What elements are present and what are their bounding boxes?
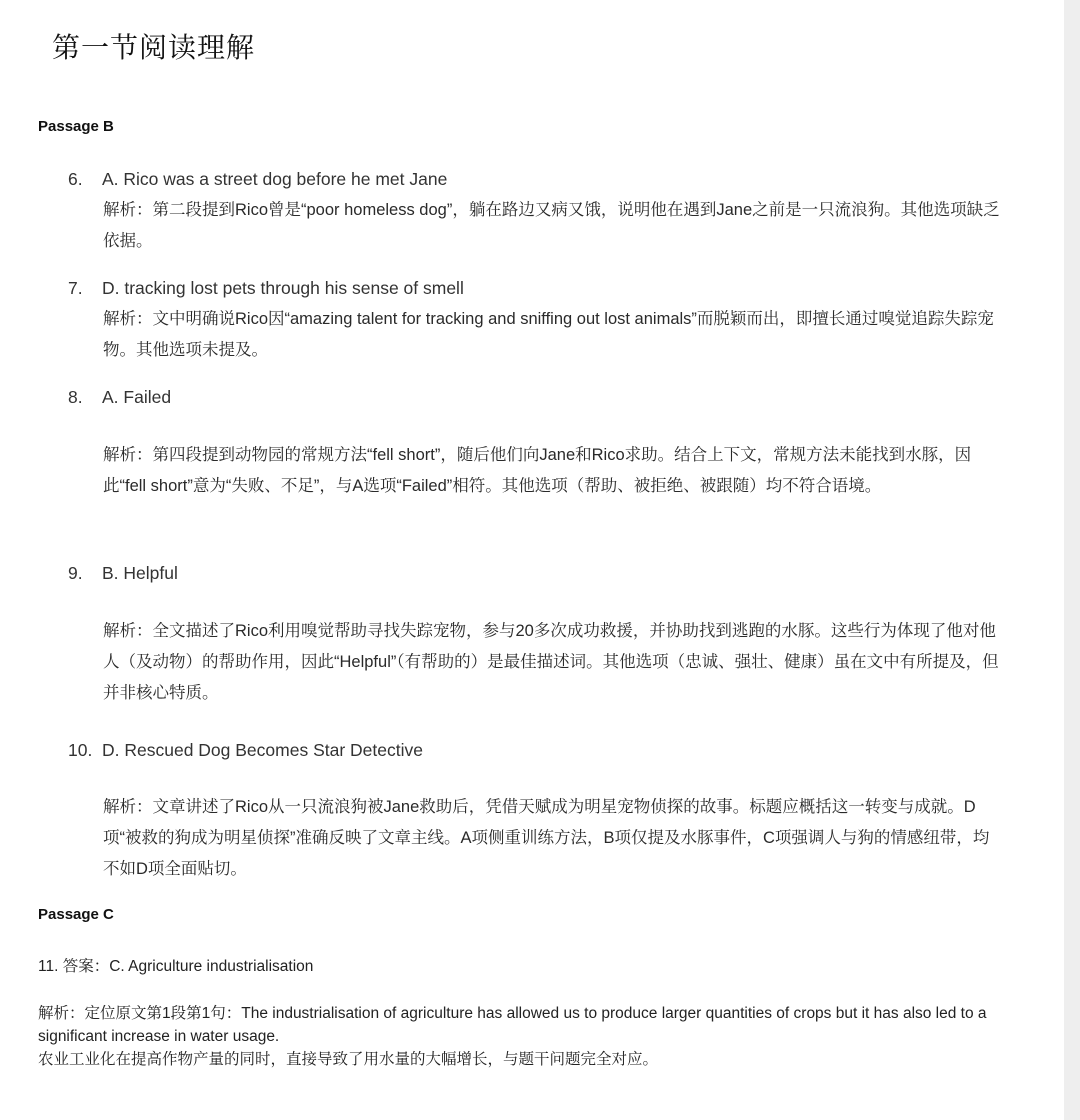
- explanation-9: 解析：全文描述了Rico利用嗅觉帮助寻找失踪宠物，参与20多次成功救援，并协助找到逃跑的水豚。这些行为体现了他对他人（及动物）的帮助作用，因此“Helpful”（有帮助的）是最佳描述词。其他选项（忠诚、强壮、健康）虽在文中有所提及，但并非核心特质。: [103, 622, 999, 702]
- section-title: 第一节阅读理解: [52, 31, 256, 64]
- question-7: [68, 278, 1018, 299]
- answer-text: A. Failed: [102, 387, 172, 407]
- explanation-8: 解析：第四段提到动物园的常规方法“fell short”，随后他们向Jane和Rico求助。结合上下文，常规方法未能找到水豚，因此“fell short”意为“失败、不足”，与A选项“Failed”相符。其他选项（帮助、被拒绝、被跟随）均不符合语境。: [103, 446, 972, 495]
- explanation-11-line1: 解析：定位原文第1段第1句：The industrialisation of agriculture has allowed us to produce larger quantities of crops but it has also led to a significant increase in water usage.: [38, 1005, 987, 1045]
- page-edge-shadow: [1064, 0, 1080, 1120]
- explanation-6: 解析：第二段提到Rico曾是“poor homeless dog”，躺在路边又病又饿，说明他在遇到Jane之前是一只流浪狗。其他选项缺乏依据。: [103, 201, 1000, 250]
- question-11: 11. 答案：C. Agriculture industrialisation: [38, 958, 314, 975]
- explanation-10: 解析：文章讲述了Rico从一只流浪狗被Jane救助后，凭借天赋成为明星宠物侦探的故事。标题应概括这一转变与成就。D项“被救的狗成为明星侦探”准确反映了文章主线。A项侧重训练方法，B项仅提及水豚事件，C项强调人与狗的情感纽带，均不如D项全面贴切。: [103, 798, 990, 878]
- passage-c-label: Passage C: [38, 906, 114, 923]
- explanation-11: [38, 1002, 1008, 1071]
- question-9: [68, 563, 1018, 584]
- answer-text: B. Helpful: [102, 563, 178, 583]
- answer-text: A. Rico was a street dog before he met Jane: [102, 169, 448, 189]
- question-number: 10.: [68, 740, 93, 760]
- explanation-11-line2: 农业工业化在提高作物产量的同时，直接导致了用水量的大幅增长，与题干问题完全对应。: [38, 1051, 659, 1068]
- question-number: 8.: [68, 387, 83, 407]
- passage-b-label: Passage B: [38, 118, 114, 135]
- explanation-7: 解析：文中明确说Rico因“amazing talent for tracking and sniffing out lost animals”而脱颖而出，即擅长通过嗅觉追踪失踪宠物。其他选项未提及。: [103, 310, 994, 359]
- question-6: [68, 169, 1018, 190]
- question-8: [68, 387, 1018, 408]
- question-number: 6.: [68, 169, 83, 189]
- answer-text: D. Rescued Dog Becomes Star Detective: [102, 740, 423, 760]
- question-number: 9.: [68, 563, 83, 583]
- question-number: 7.: [68, 278, 83, 298]
- answer-text: D. tracking lost pets through his sense of smell: [102, 278, 464, 298]
- question-10: [68, 740, 1018, 761]
